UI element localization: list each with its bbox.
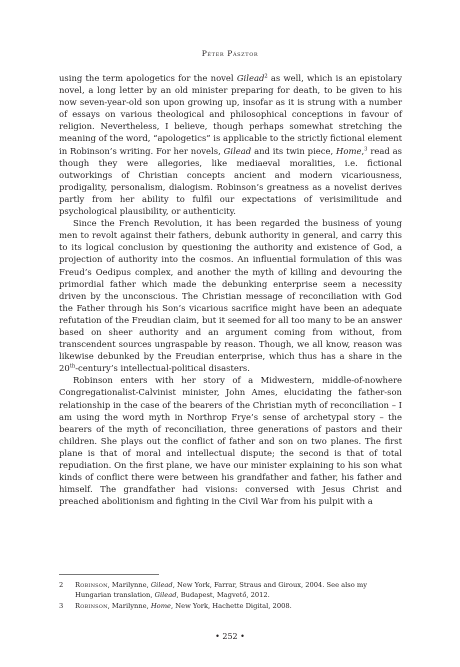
italic-title: Home	[336, 145, 362, 156]
text-run: , New York, Hachette Digital, 2008.	[171, 602, 292, 611]
paragraph	[59, 374, 402, 507]
page-number: • 252 •	[215, 632, 245, 641]
footnotes	[59, 580, 402, 613]
footnote-author: Robinson	[75, 581, 108, 589]
running-head: Péter Pásztor	[201, 49, 259, 58]
italic-title: Gilead	[236, 73, 265, 83]
text-run: , Marilynne,	[107, 581, 151, 589]
footnote	[59, 601, 402, 611]
text-run: Robinson enters with her story of a Midwestern, middle-of-nowhere Congregationalist-Calvinist minister, John Ames, elucidating the father-son relationship in the case of the bearers of the Christian myth of reconciliation – I am using the word myth in Northrop Frye’s sense of archetypal story – the bearers of the myth of reconciliation, three generations of pastors and their children. She plays out the conflict of father and son on two planes. The first plane is that of moral and intellectual dispute; the second is that of total repudiation. On the first plane, we have our minister explaining to his son what kinds of conflict there were between his grandfather and father, his father and himself. The grandfather had visions: conversed with Jesus Christ and preached abolitionism and fighting in the Civil War from his pulpit with a	[59, 375, 402, 507]
note-reference: 2	[264, 73, 268, 80]
paragraph	[59, 72, 402, 217]
text-run: -century’s intellectual-political disasters.	[75, 363, 250, 374]
text-run: , Budapest, Magvető, 2012.	[176, 591, 270, 600]
footnote-number: 3	[59, 602, 64, 611]
text-run: using the term apologetics for the novel	[59, 73, 237, 83]
note-reference: 3	[364, 145, 368, 152]
footnote	[59, 580, 402, 600]
italic-title: Gilead	[150, 581, 173, 589]
text-run: as well, which is an epistolary novel, a long letter by an old minister preparing for death, to be given to his now seven-year-old son upon growing up, insofar as it is strung with a number of essays on various theological and philosophical conceptions in favour of religion. Nevertheless, I believe, though perhaps somewhat stretching the meaning of the word, “apologetics” is applicable to the strictly fictional element in Robinson’s writing. For her novels,	[59, 73, 403, 156]
footnote-author: Robinson	[75, 602, 108, 611]
footnote-separator	[59, 574, 159, 575]
italic-title: Gilead	[154, 591, 177, 600]
text-run: ,	[361, 145, 365, 156]
text-run: and its twin piece,	[251, 145, 337, 156]
text-run: , Marilynne,	[107, 602, 151, 611]
footnote-number: 2	[59, 581, 64, 589]
italic-title: Gilead	[223, 145, 252, 156]
text-run: read as though they were allegories, like mediaeval moralities, i.e. fictional outworkings of Christian concepts ancient and modern vicariousness, prodigality, personalism, dialogism. Robinson’s greatness as a novelist derives partly from her ability to fulfil our expectations of verisimilitude and psychological plausibility, or authenticity.	[59, 145, 403, 217]
italic-title: Home	[150, 602, 172, 611]
text-run: Since the French Revolution, it has been regarded the business of young men to revolt against their fathers, debunk authority in general, and carry this to its logical conclusion by questioning the authority and existence of God, a projection of authority into the cosmos. An influential formulation of this was Freud’s Oedipus complex, and another the myth of killing and devouring the primordial father which made the debunking enterprise seem a necessity driven by the unconscious. The Christian message of reconciliation with God the Father through his Son’s vicarious sacrifice might have been an adequate refutation of the Freudian claim, but it seemed for all too many to be an answer based on sheer authority and an argument coming from without, from transcendent sources ungraspable by reason. Though, we all know, reason was likewise debunked by the Freudian enterprise, which thus has a share in the 20	[59, 218, 402, 374]
note-reference: th	[69, 363, 76, 370]
text-run: , New York, Farrar, Straus and Giroux, 2004. See also my Hungarian translation,	[75, 581, 368, 600]
body-text	[59, 72, 402, 507]
paragraph	[59, 217, 402, 374]
